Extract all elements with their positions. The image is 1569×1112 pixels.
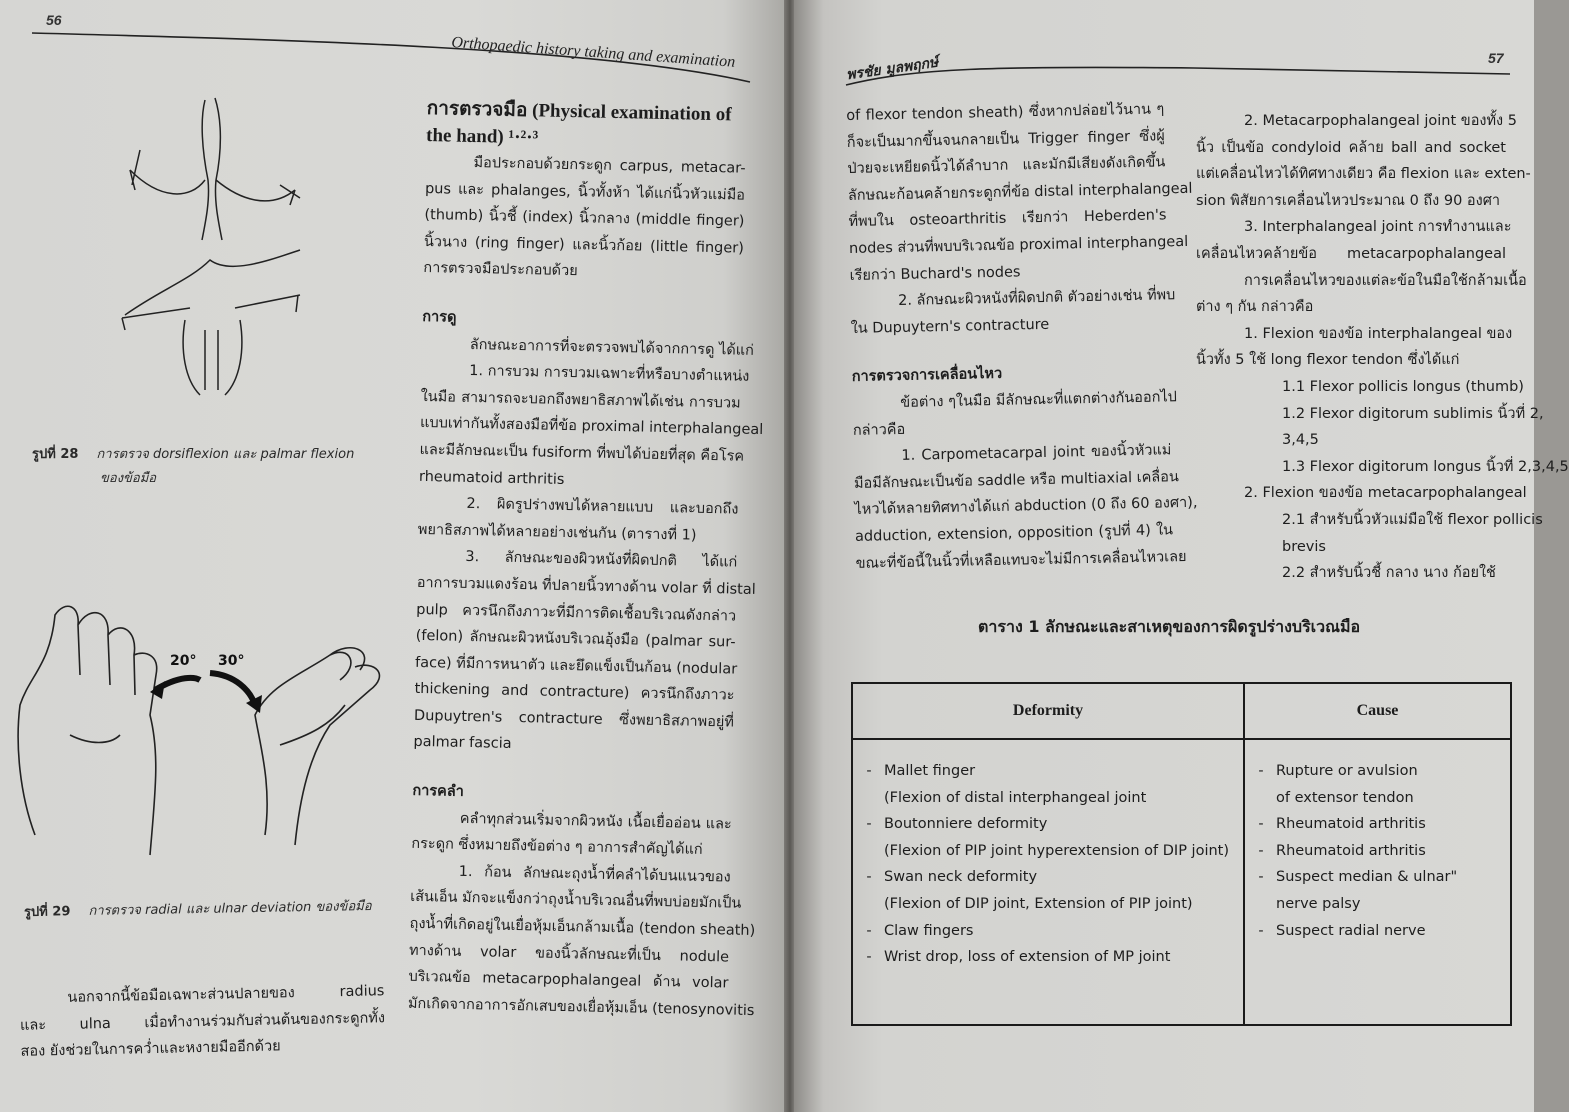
text-line: ทางด้าน volar ของนิ้วลักษณะที่เป็น nodule bbox=[408, 942, 730, 966]
text-line: 2.2 สำหรับนิ้วชี้ กลาง นาง ก้อยใช้ bbox=[1282, 565, 1496, 582]
text-line: ถุงน้ำที่เกิดอยู่ในเยื่อหุ้มเอ็นกล้ามเนื้อ (tendon sheath) bbox=[409, 915, 756, 940]
header-cause: Cause bbox=[1244, 683, 1511, 739]
figure-29-text: การตรวจ radial และ ulnar deviation ของข้อมือ bbox=[88, 898, 372, 919]
text-line: พยาธิสภาพได้หลายอย่างเช่นกัน (ตารางที่ 1) bbox=[417, 521, 697, 544]
text-line: 1. การบวม การบวมเฉพาะที่หรือบางตำแหน่ง bbox=[469, 363, 750, 385]
header-deformity: Deformity bbox=[852, 683, 1244, 739]
running-head-author: พรชัย มูลพฤกษ์ bbox=[845, 54, 940, 84]
text-line: ไหวได้หลายทิศทางได้แก่ abduction (0 ถึง 60 องศา), bbox=[854, 495, 1198, 519]
table-cell-line bbox=[1246, 838, 1509, 865]
cell-text: Wrist drop, loss of extension of MP joint bbox=[884, 949, 1171, 966]
text-line: 3,4,5 bbox=[1282, 432, 1319, 449]
bullet-dash: - bbox=[1258, 922, 1264, 939]
text-line: นิ้วทั้ง 5 ใช้ long flexor tendon ซึ่งได้แก่ bbox=[1196, 352, 1460, 369]
cell-text: Rheumatoid arthritis bbox=[1276, 842, 1426, 859]
text-line: นอกจากนี้ข้อมือเฉพาะส่วนปลายของ radius bbox=[67, 983, 385, 1006]
heading-line: การดู bbox=[422, 308, 457, 326]
text-line: ลักษณะอาการที่จะตรวจพบได้จากการดู ได้แก่ bbox=[469, 336, 755, 359]
text-line: pus และ phalanges, นิ้วทั้งห้า ได้แก่นิ้วหัวแม่มือ bbox=[424, 180, 746, 204]
table-cell-line bbox=[854, 944, 1242, 971]
table-title: ตาราง 1 ลักษณะและสาเหตุของการผิดรูปร่างบริเวณมือ bbox=[978, 617, 1361, 636]
angle-right-label: 30° bbox=[218, 653, 245, 669]
table-cell-line bbox=[854, 864, 1242, 891]
text-line: pulp ควรนึกถึงภาวะที่มีการติดเชื้อบริเวณดังกล่าว bbox=[416, 601, 737, 625]
bullet-dash bbox=[854, 838, 884, 865]
figure-28-text: การตรวจ dorsiflexion และ palmar flexion bbox=[96, 447, 355, 462]
cell-text: Boutonniere deformity bbox=[884, 816, 1048, 833]
deformity-cell bbox=[852, 739, 1244, 1025]
left-text-column bbox=[407, 95, 764, 1024]
header-rule bbox=[794, 0, 1534, 100]
right-text-column-2 bbox=[1196, 108, 1569, 587]
table-cell-line bbox=[854, 785, 1242, 812]
text-line: 2. ผิดรูปร่างพบได้หลายแบบ และบอกถึง bbox=[466, 496, 739, 518]
header-rule bbox=[0, 0, 786, 90]
text-line: ที่พบใน osteoarthritis เรียกว่า Heberden's bbox=[848, 207, 1167, 231]
text-line: ใน Dupuytern's contracture bbox=[850, 316, 1050, 337]
table-cell-line bbox=[1246, 758, 1509, 785]
text-line: of flexor tendon sheath) ซึ่งหากปล่อยไว้นาน ๆ bbox=[846, 101, 1165, 124]
text-line: และมีลักษณะเป็น fusiform ที่พบได้บ่อยที่สุด คือโรค bbox=[419, 441, 745, 465]
text-line: 1. Carpometacarpal joint ของนิ้วหัวแม่ bbox=[901, 442, 1172, 465]
text-line: sion พิสัยการเคลื่อนไหวประมาณ 0 ถึง 90 องศา bbox=[1196, 192, 1501, 209]
cell-text: Suspect median & ulnar" bbox=[1276, 869, 1458, 886]
cell-text: of extensor tendon bbox=[1276, 789, 1414, 806]
bullet-dash bbox=[854, 891, 884, 918]
text-line: 1.2 Flexor digitorum sublimis นิ้วที่ 2, bbox=[1282, 405, 1544, 422]
text-line: ป่วยจะเหยียดนิ้วได้ลำบาก และมักมีเสียงดังเกิดขึ้น bbox=[847, 154, 1166, 178]
text-line: คลำทุกส่วนเริ่มจากผิวหนัง เนื้อเยื่ออ่อน และ bbox=[459, 810, 732, 833]
table-cell-line bbox=[1246, 785, 1509, 812]
running-head: Orthopaedic history taking and examination bbox=[450, 34, 736, 71]
text-line: การเคลื่อนไหวของแต่ละข้อในมือใช้กล้ามเนื้อ bbox=[1244, 272, 1527, 289]
bullet-dash: - bbox=[866, 763, 872, 779]
text-line: สอง ยังช่วยในการคว่ำและหงายมืออีกด้วย bbox=[20, 1038, 281, 1061]
text-line: 2. Flexion ของข้อ metacarpophalangeal bbox=[1244, 485, 1527, 502]
text-line: ต่าง ๆ กัน กล่าวคือ bbox=[1196, 299, 1314, 316]
cell-text: Swan neck deformity bbox=[884, 869, 1038, 886]
cell-text: (Flexion of PIP joint hyperextension of DIP joint) bbox=[884, 842, 1230, 859]
text-line: 3. ลักษณะของผิวหนังที่ผิดปกติ ได้แก่ bbox=[465, 549, 738, 571]
bullet-dash: - bbox=[866, 816, 872, 833]
text-line: 1.1 Flexor pollicis longus (thumb) bbox=[1282, 378, 1524, 395]
deformity-table bbox=[851, 682, 1512, 1026]
text-line: แบบเท่ากันทั้งสองมือที่ข้อ proximal interphalangeal bbox=[419, 415, 764, 439]
figure-28-illustration bbox=[110, 90, 320, 410]
text-line: 3. Interphalangeal joint การทำงานและ bbox=[1244, 219, 1512, 236]
text-line: 2. Metacarpophalangeal joint ของทั้ง 5 bbox=[1244, 113, 1517, 129]
cell-text: Suspect radial nerve bbox=[1276, 922, 1426, 939]
text-line: กล่าวคือ bbox=[852, 421, 906, 439]
cell-text: Mallet finger bbox=[884, 763, 976, 779]
text-line: brevis bbox=[1282, 538, 1326, 555]
text-line: อาการบวมแดงร้อน ที่ปลายนิ้วทางด้าน volar ที่ distal bbox=[416, 574, 756, 598]
title-line: the hand) ¹·²·³ bbox=[425, 124, 539, 149]
bullet-dash: - bbox=[1258, 816, 1264, 833]
text-line: นิ้ว เป็นข้อ condyloid คล้าย ball and socket bbox=[1196, 139, 1506, 156]
cell-text: nerve palsy bbox=[1276, 895, 1361, 912]
figure-29-illustration bbox=[10, 595, 410, 865]
text-line: แต่เคลื่อนไหวได้ทิศทางเดียว คือ flexion และ exten- bbox=[1196, 166, 1531, 183]
right-text-column-1 bbox=[846, 96, 1198, 577]
text-line: การตรวจมือประกอบด้วย bbox=[423, 260, 578, 280]
text-line: ก็จะเป็นมากขึ้นจนกลายเป็น Trigger finger ซึ่งผู้ bbox=[846, 127, 1165, 151]
table-cell-line bbox=[1246, 918, 1509, 945]
text-line: มือมีลักษณะเป็นข้อ saddle หรือ multiaxial เคลื่อน bbox=[853, 468, 1179, 492]
text-line: กระดูก ซึ่งหมายถึงข้อต่าง ๆ อาการสำคัญได้แก่ bbox=[411, 836, 703, 859]
bullet-dash: - bbox=[1258, 763, 1264, 779]
figure-28-text2: ของข้อมือ bbox=[100, 471, 157, 486]
bullet-dash bbox=[1246, 785, 1276, 812]
text-line: face) ที่มีการหนาตัว และยึดแข็งเป็นก้อน (nodular bbox=[414, 654, 738, 678]
bullet-dash: - bbox=[866, 922, 872, 939]
table-cell-line bbox=[854, 758, 1242, 785]
text-line: Dupuytren's contracture ซึ่งพยาธิสภาพอยู่ที่ bbox=[413, 707, 735, 731]
text-line: rheumatoid arthritis bbox=[418, 468, 565, 488]
heading-line: การคลำ bbox=[412, 782, 465, 800]
text-line: nodes ส่วนที่พบบริเวณข้อ proximal interphangeal bbox=[848, 233, 1189, 257]
text-line: บริเวณข้อ metacarpophalangeal ด้าน volar bbox=[408, 969, 729, 992]
text-line: มือประกอบด้วยกระดูก carpus, metacar- bbox=[473, 154, 746, 177]
figure-28-label: รูปที่ 28 bbox=[32, 447, 79, 462]
text-line: palmar fascia bbox=[413, 734, 512, 753]
text-line: 1. ก้อน ลักษณะถุงน้ำที่คลำได้บนแนวของ bbox=[458, 863, 731, 886]
text-line: ลักษณะก้อนคล้ายกระดูกที่ข้อ distal interphalangeal bbox=[847, 180, 1193, 204]
text-line: 2.1 สำหรับนิ้วหัวแม่มือใช้ flexor pollicis bbox=[1282, 511, 1543, 528]
text-line: 1. Flexion ของข้อ interphalangeal ของ bbox=[1244, 325, 1513, 342]
table-cell-line bbox=[854, 811, 1242, 838]
table-cell-line bbox=[1246, 891, 1509, 918]
text-line: นิ้วนาง (ring finger) และนิ้วก้อย (little finger) bbox=[423, 233, 745, 257]
table-cell-line bbox=[854, 918, 1242, 945]
bullet-dash: - bbox=[1258, 869, 1264, 886]
text-line: มักเกิดจากอาการอักเสบของเยื่อหุ้มเอ็น (tenosynovitis bbox=[407, 995, 755, 1019]
text-line: เคลื่อนไหวคล้ายข้อ metacarpophalangeal bbox=[1196, 245, 1506, 262]
table-cell-line bbox=[854, 838, 1242, 865]
bullet-dash: - bbox=[1258, 842, 1264, 859]
table-cell-line bbox=[854, 891, 1242, 918]
left-bottom-paragraph bbox=[19, 978, 386, 1065]
figure-28-caption bbox=[32, 443, 354, 491]
text-line: ข้อต่าง ๆในมือ มีลักษณะที่แตกต่างกันออกไป bbox=[900, 389, 1178, 411]
cell-text: Rheumatoid arthritis bbox=[1276, 816, 1426, 833]
text-line: 1.3 Flexor digitorum longus นิ้วที่ 2,3,4,5 bbox=[1282, 458, 1569, 475]
bullet-dash: - bbox=[866, 949, 872, 966]
text-line: เส้นเอ็น มักจะแข็งกว่าถุงน้ำบริเวณอื่นที่พบบ่อยมักเป็น bbox=[410, 889, 742, 913]
text-line: ในมือ สามารถจะบอกถึงพยาธิสภาพได้เช่น การบวม bbox=[420, 388, 741, 412]
text-line: ขณะที่ข้อนี้ในนิ้วที่เหลือแทบจะไม่มีการเคลื่อนไหวเลย bbox=[855, 548, 1187, 572]
cause-cell bbox=[1244, 739, 1511, 1025]
angle-left-label: 20° bbox=[170, 653, 197, 669]
bullet-dash bbox=[854, 785, 884, 812]
heading-line: การตรวจการเคลื่อนไหว bbox=[851, 366, 1003, 386]
cell-text: (Flexion of distal interphangeal joint bbox=[884, 789, 1147, 806]
text-line: thickening and contracture) ควรนึกถึงภาวะ bbox=[414, 681, 735, 704]
page-number: 56 bbox=[46, 12, 62, 28]
text-line: adduction, extension, opposition (รูปที่ 4) ใน bbox=[854, 522, 1174, 545]
bullet-dash bbox=[1246, 891, 1276, 918]
text-line: และ ulna เมื่อทำงานร่วมกับส่วนต้นของกระดูกทั้ง bbox=[19, 1009, 386, 1034]
cell-text: (Flexion of DIP joint, Extension of PIP joint) bbox=[884, 895, 1193, 912]
text-line: เรียกว่า Buchard's nodes bbox=[849, 263, 1021, 284]
table-cell-line bbox=[1246, 811, 1509, 838]
figure-29-caption bbox=[24, 895, 372, 925]
title-line: การตรวจมือ (Physical examination of bbox=[426, 97, 732, 126]
table-cell-line bbox=[1246, 864, 1509, 891]
figure-29-label: รูปที่ 29 bbox=[23, 904, 71, 921]
cell-text: Rupture or avulsion bbox=[1276, 763, 1418, 779]
text-line: 2. ลักษณะผิวหนังที่ผิดปกติ ตัวอย่างเช่น ที่พบ bbox=[897, 287, 1176, 310]
text-line: (felon) ลักษณะผิวหนังบริเวณอุ้งมือ (palmar sur- bbox=[415, 627, 736, 651]
cell-text: Claw fingers bbox=[884, 922, 974, 939]
text-line: (thumb) นิ้วชี้ (index) นิ้วกลาง (middle finger) bbox=[424, 207, 745, 230]
bullet-dash: - bbox=[866, 869, 872, 886]
page-number: 57 bbox=[1488, 50, 1504, 66]
